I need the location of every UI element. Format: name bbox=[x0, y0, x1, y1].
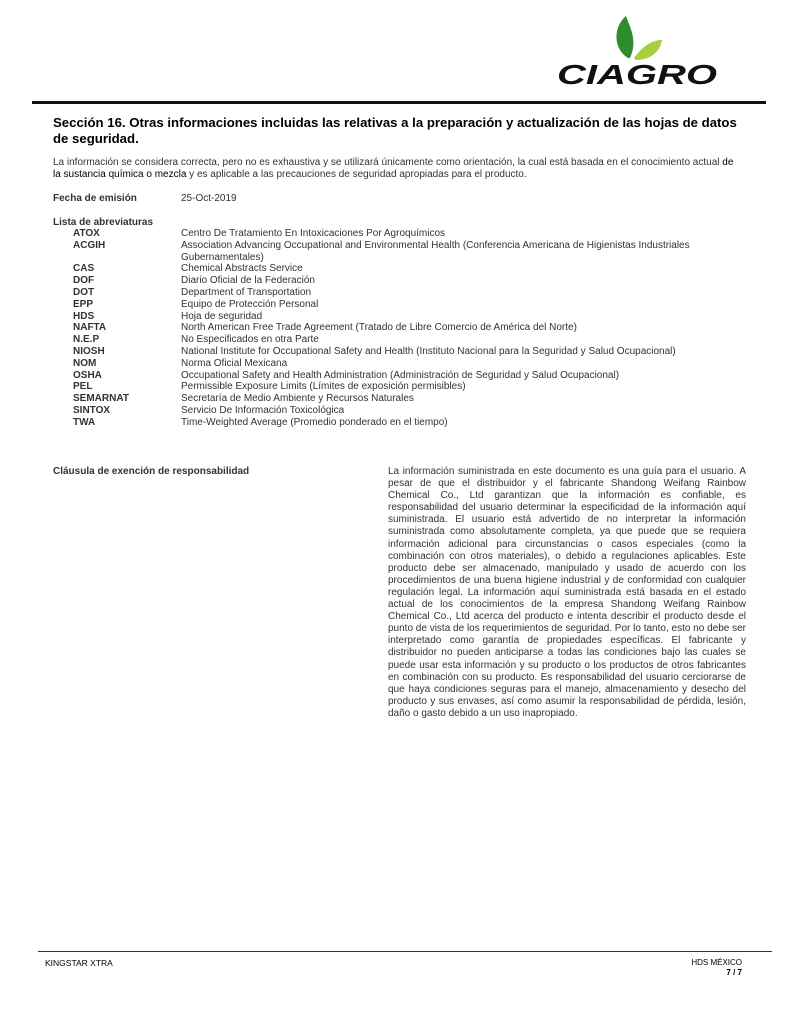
footer-product-name: KINGSTAR XTRA bbox=[45, 958, 113, 968]
abbreviation-row bbox=[73, 405, 733, 417]
abbreviation-code: SEMARNAT bbox=[73, 393, 129, 405]
abbreviation-description: Centro De Tratamiento En Intoxicaciones Por Agroquímicos bbox=[181, 228, 446, 239]
header-divider bbox=[32, 101, 766, 104]
abbreviation-code: ATOX bbox=[73, 228, 100, 239]
ciagro-logo-graphic bbox=[552, 14, 722, 90]
intro-text-part2: y es aplicable a las precauciones de seguridad apropiadas para el producto. bbox=[186, 169, 527, 180]
abbreviation-code: SINTOX bbox=[73, 404, 111, 416]
page-number: 7 / 7 bbox=[726, 968, 742, 977]
abbreviation-code: DOF bbox=[73, 275, 95, 287]
abbreviation-code: NIOSH bbox=[73, 345, 105, 357]
leaf-light-icon bbox=[634, 40, 662, 60]
intro-text-part1: La información se considera correcta, pero no es exhaustiva y se utilizará únicamente como orientación, la cual está basada en el conocimiento actual bbox=[53, 157, 723, 168]
abbreviation-row bbox=[73, 322, 733, 334]
disclaimer-text: La información suministrada en este documento es una guía para el usuario. A pesar de que el distribuidor y el fabricante Shandong Weifang Rainbow Chemical Co., Ltd garantizan que la información es confiable, es responsabilidad del usuario determinar la especificidad de la información aquí suministrada. El usuario está advertido de no interpretar la información suministrada como absolutamente completa, ya que puede que se requiera información adicional para circunstancias o casos especiales (como la combinación con otros materiales), o debido a regulaciones aplicables. Este producto debe ser almacenado, manipulado y usado de acuerdo con los procedimientos de una buena higiene industrial y de conformidad con cualquier regulación legal. La información aquí suministrada está basada en el estado actual de los conocimientos de la empresa Shandong Weifang Rainbow Chemical Co., Ltd acerca del producto e intenta describir el producto desde el punto de vista de los requerimientos de seguridad. Por lo tanto, esto no debe ser interpretado como garantía de propiedades específicas. El fabricante y distribuidor no pueden anticiparse a todas las condiciones bajo las cuales se puede usar esta información y su producto o los productos de otros fabricantes en combinación con su producto. Es responsabilidad del usuario cerciorarse de que haya condiciones seguras para el manejo, almacenamiento y desecho del producto y sus envases, así como asumir la responsabilidad de pérdida, lesión, daño o gasto debido a un uso inapropiado. bbox=[388, 466, 747, 719]
abbreviation-description: No Especificados en otra Parte bbox=[181, 334, 319, 346]
abbreviation-row bbox=[73, 381, 733, 393]
leaf-dark-icon bbox=[616, 16, 633, 58]
abbreviation-description: North American Free Trade Agreement (Tratado de Libre Comercio de América del Norte) bbox=[181, 322, 577, 334]
abbreviation-row bbox=[73, 299, 733, 311]
footer-divider bbox=[38, 951, 772, 952]
footer-right bbox=[672, 958, 742, 978]
abbreviations-heading: Lista de abreviaturas bbox=[53, 217, 154, 228]
issue-date-label: Fecha de emisión bbox=[53, 193, 137, 204]
intro-text-highlight: de la sustancia química o mezcla bbox=[53, 157, 734, 180]
abbreviation-description: Equipo de Protección Personal bbox=[181, 298, 319, 310]
abbreviation-row bbox=[73, 370, 733, 382]
abbreviation-description: Diario Oficial de la Federación bbox=[181, 275, 315, 287]
abbreviation-description: Hoja de seguridad bbox=[181, 310, 263, 322]
abbreviation-row bbox=[73, 240, 733, 264]
abbreviation-code: DOT bbox=[73, 286, 95, 298]
abbreviation-row bbox=[73, 311, 733, 323]
issue-date-value: 25-Oct-2019 bbox=[181, 193, 237, 204]
abbreviation-description: Chemical Abstracts Service bbox=[181, 263, 303, 275]
abbreviation-code: ACGIH bbox=[73, 239, 106, 251]
abbreviation-row bbox=[73, 287, 733, 299]
footer-doc-type: HDS MÉXICO bbox=[691, 958, 742, 967]
abbreviation-row bbox=[73, 263, 733, 275]
abbreviation-description: Association Advancing Occupational and Environmental Health (Conferencia Americana de Higienistas Industriales Gubernamentales) bbox=[181, 239, 690, 263]
logo-text: CIAGRO bbox=[557, 59, 718, 90]
abbreviation-row bbox=[73, 393, 733, 405]
abbreviation-description: Department of Transportation bbox=[181, 286, 312, 298]
abbreviation-row bbox=[73, 334, 733, 346]
abbreviations-list bbox=[73, 228, 733, 429]
abbreviation-code: NOM bbox=[73, 357, 97, 369]
abbreviation-code: TWA bbox=[73, 416, 96, 428]
abbreviation-row bbox=[73, 275, 733, 287]
abbreviation-row bbox=[73, 358, 733, 370]
abbreviation-description: Norma Oficial Mexicana bbox=[181, 357, 288, 369]
ciagro-logo bbox=[552, 14, 722, 90]
abbreviation-description: Time-Weighted Average (Promedio ponderado en el tiempo) bbox=[181, 416, 448, 428]
abbreviation-code: CAS bbox=[73, 263, 95, 275]
abbreviation-row bbox=[73, 417, 733, 429]
section-intro bbox=[53, 157, 743, 181]
abbreviation-code: N.E.P bbox=[73, 334, 100, 346]
abbreviation-code: OSHA bbox=[73, 369, 102, 381]
section-title: Sección 16. Otras informaciones incluidas las relativas a la preparación y actualización de las hojas de datos de seguridad. bbox=[53, 115, 737, 146]
abbreviation-code: HDS bbox=[73, 310, 95, 322]
abbreviation-row bbox=[73, 346, 733, 358]
abbreviation-description: Servicio De Información Toxicológica bbox=[181, 404, 345, 416]
abbreviation-description: Permissible Exposure Limits (Límites de exposición permisibles) bbox=[181, 381, 466, 393]
abbreviation-description: National Institute for Occupational Safety and Health (Instituto Nacional para la Seguridad y Salud Ocupacional) bbox=[181, 345, 676, 357]
abbreviation-description: Secretaría de Medio Ambiente y Recursos Naturales bbox=[181, 393, 414, 405]
abbreviation-code: PEL bbox=[73, 381, 93, 393]
disclaimer-label: Cláusula de exención de responsabilidad bbox=[53, 466, 250, 477]
abbreviation-description: Occupational Safety and Health Administration (Administración de Seguridad y Salud Ocupacional) bbox=[181, 369, 620, 381]
abbreviation-code: NAFTA bbox=[73, 322, 107, 334]
abbreviation-code: EPP bbox=[73, 298, 94, 310]
abbreviation-row bbox=[73, 228, 733, 240]
